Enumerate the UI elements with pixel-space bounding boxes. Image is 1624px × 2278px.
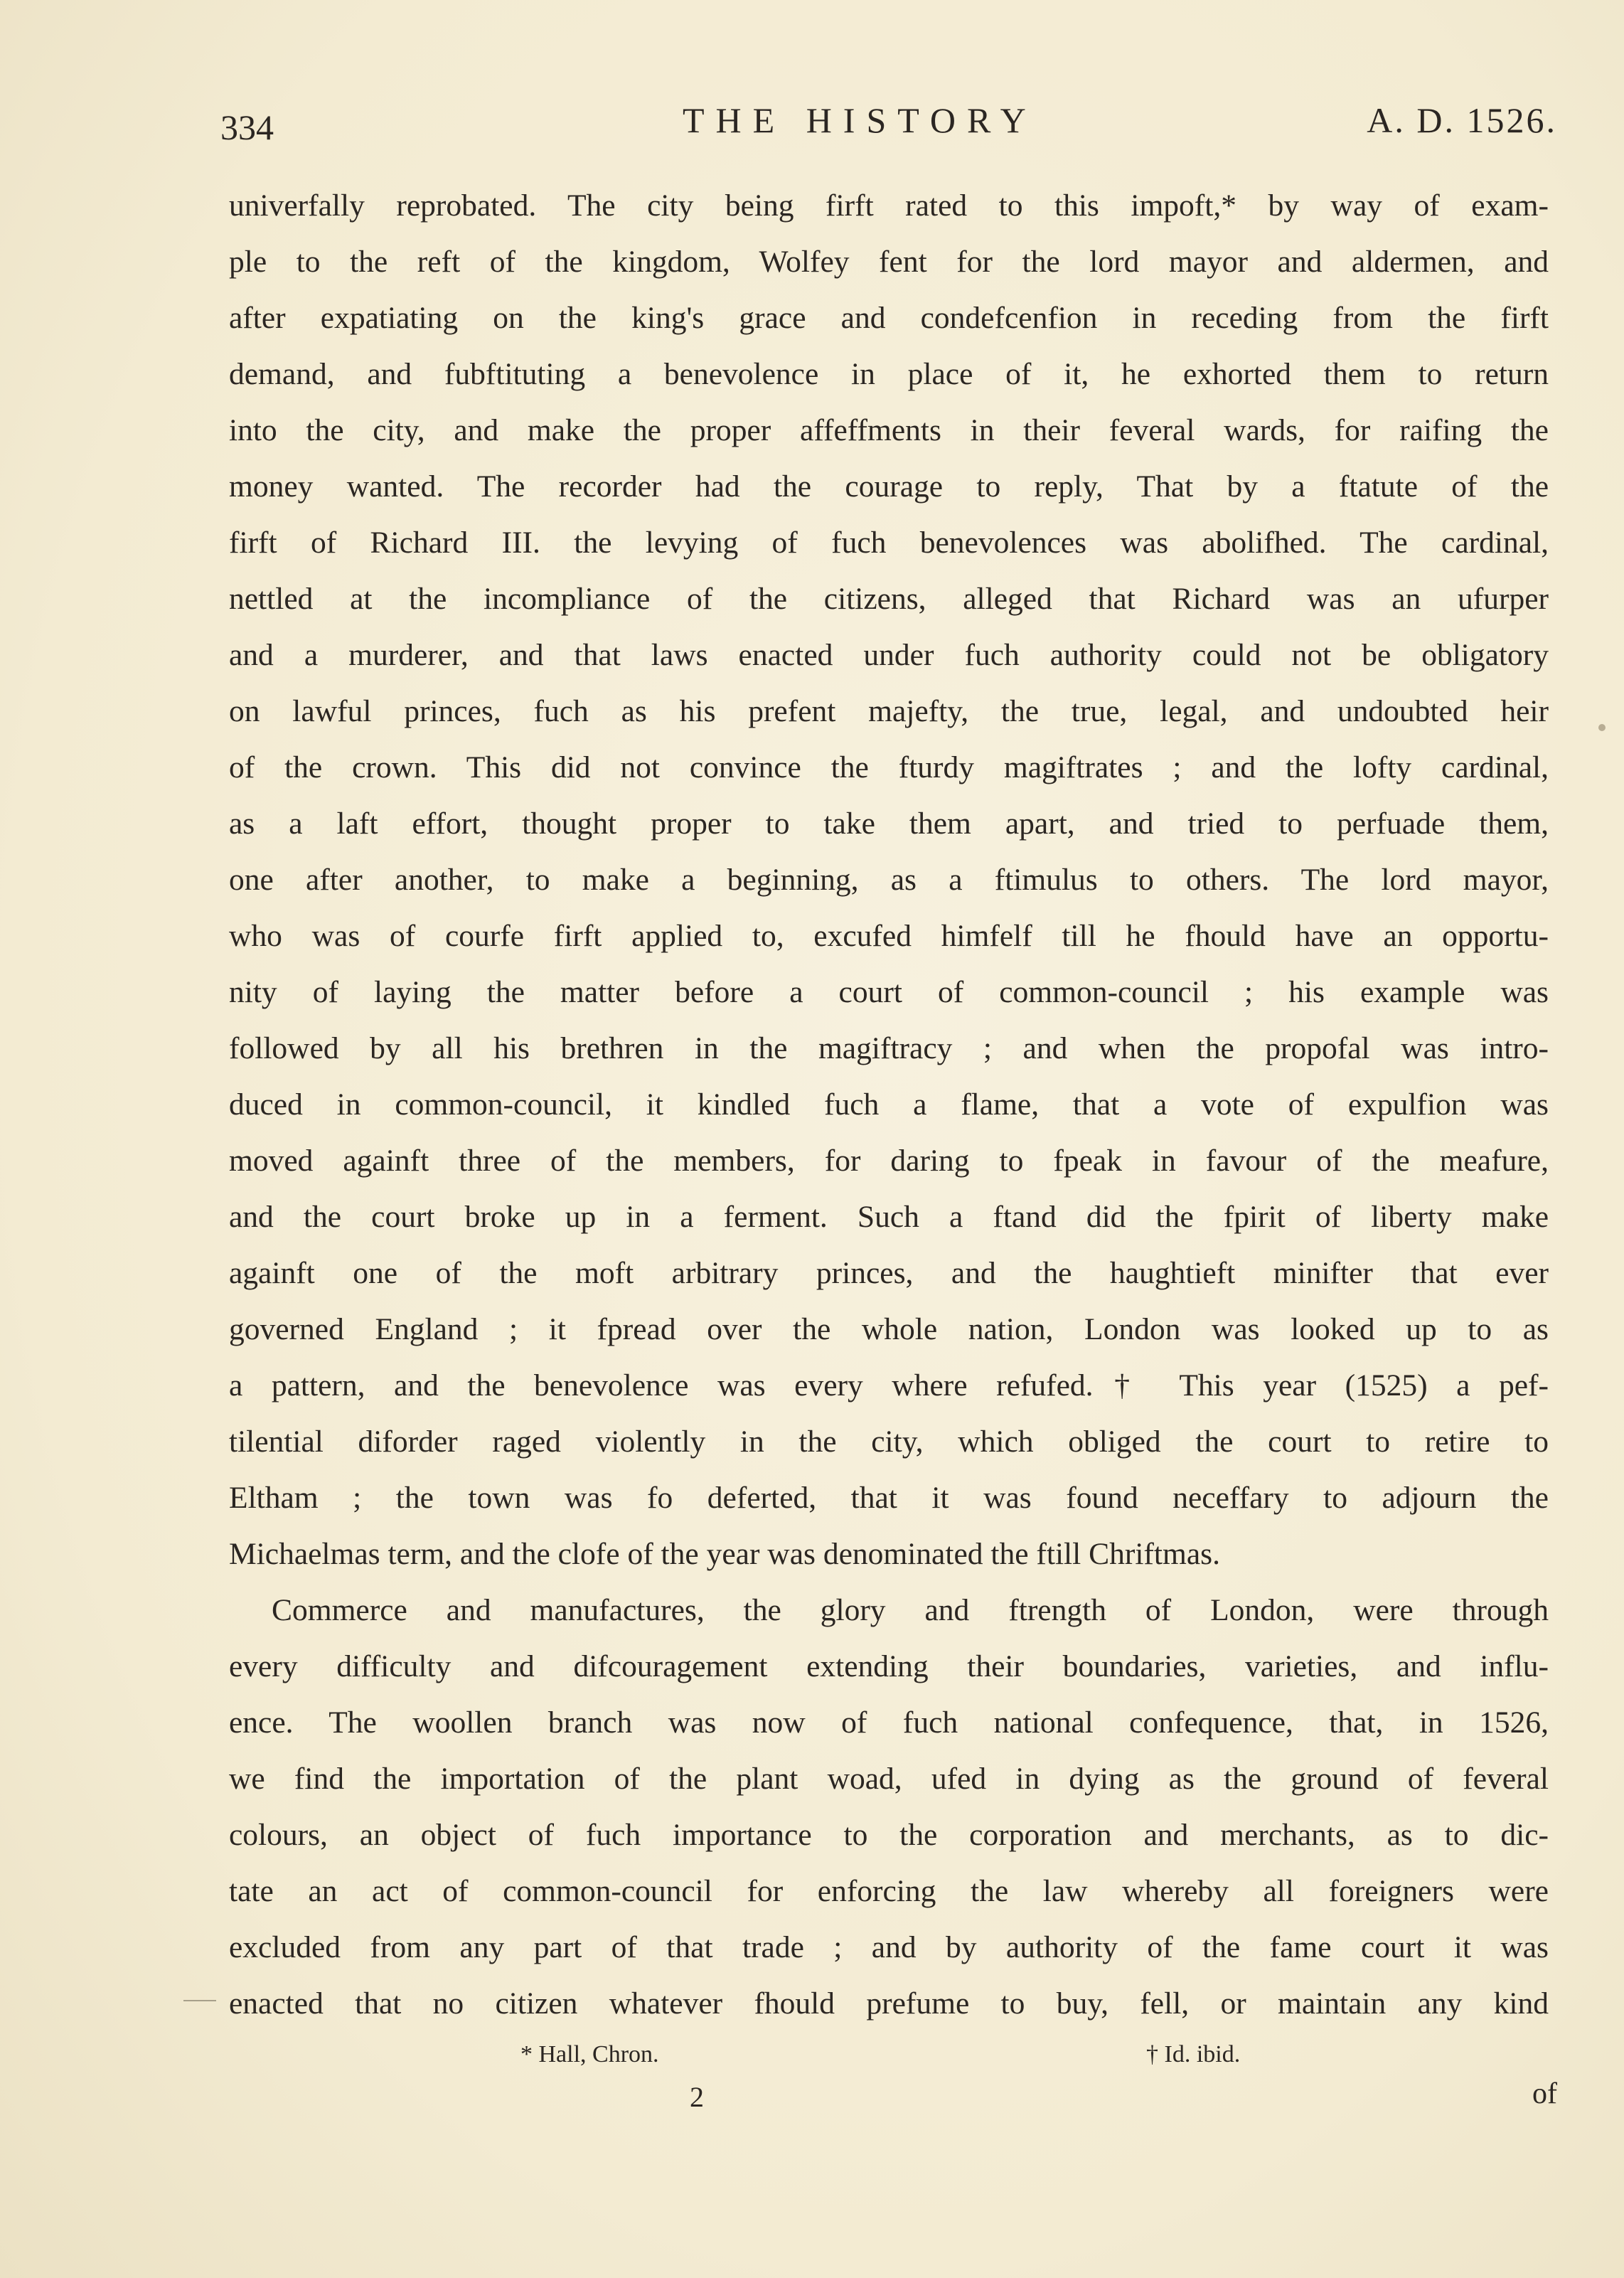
- signature-mark: 2: [690, 2081, 704, 2113]
- text-line: excluded from any part of that trade ; and by authority of the fame court it was: [229, 1930, 1549, 1964]
- footnotes: [229, 2041, 1549, 2084]
- text-line: into the city, and make the proper affeffments in their feveral wards, for raifing the: [229, 413, 1549, 447]
- text-line: colours, an object of fuch importance to the corporation and merchants, as to dic-: [229, 1818, 1549, 1852]
- text-line: a pattern, and the benevolence was every where refufed.† This year (1525) a pef-: [229, 1368, 1549, 1403]
- text-line: tate an act of common-council for enforcing the law whereby all foreigners were: [229, 1874, 1549, 1908]
- text-line: nettled at the incompliance of the citizens, alleged that Richard was an ufurper: [229, 582, 1549, 616]
- margin-rule-mark: [183, 2000, 216, 2001]
- text-line: and a murderer, and that laws enacted under fuch authority could not be obligatory: [229, 638, 1549, 672]
- text-line: on lawful princes, fuch as his prefent majefty, the true, legal, and undoubted heir: [229, 694, 1549, 728]
- body-text: [229, 178, 1549, 2032]
- text-line: moved againft three of the members, for daring to fpeak in favour of the meafure,: [229, 1144, 1549, 1178]
- text-line: as a laft effort, thought proper to take them apart, and tried to perfuade them,: [229, 807, 1549, 841]
- catchword: of: [1532, 2077, 1557, 2110]
- text-line: Michaelmas term, and the clofe of the year was denominated the ftill Chriftmas.: [229, 1537, 1220, 1571]
- text-line: Eltham ; the town was fo deferted, that it was found neceffary to adjourn the: [229, 1481, 1549, 1515]
- text-line: we find the importation of the plant woad, ufed in dying as the ground of feveral: [229, 1762, 1549, 1796]
- text-line: followed by all his brethren in the magiftracy ; and when the propofal was intro-: [229, 1031, 1549, 1065]
- footnote-1: * Hall, Chron.: [520, 2041, 659, 2067]
- text-line: duced in common-council, it kindled fuch a flame, that a vote of expulfion was: [229, 1087, 1549, 1122]
- text-line: after expatiating on the king's grace and condefcenfion in receding from the firft: [229, 301, 1549, 335]
- paper-blemish: [1598, 724, 1606, 731]
- text-line: of the crown. This did not convince the fturdy magiftrates ; and the lofty cardinal,: [229, 750, 1549, 784]
- running-header: [220, 100, 1557, 149]
- text-line: ple to the reft of the kingdom, Wolfey fent for the lord mayor and aldermen, and: [229, 245, 1549, 279]
- text-line: who was of courfe firft applied to, excufed himfelf till he fhould have an opportu-: [229, 919, 1549, 953]
- text-line: Commerce and manufactures, the glory and ftrength of London, were through: [272, 1593, 1549, 1627]
- text-line: firft of Richard III. the levying of fuch benevolences was abolifhed. The cardinal,: [229, 526, 1549, 560]
- paragraph-1: [229, 178, 1549, 1582]
- text-line: univerfally reprobated. The city being firft rated to this impoft,* by way of exam-: [229, 188, 1549, 223]
- text-line: againft one of the moft arbitrary princes, and the haughtieft minifter that ever: [229, 1256, 1549, 1290]
- text-line: enacted that no citizen whatever fhould prefume to buy, fell, or maintain any kind: [229, 1986, 1549, 2021]
- year-heading: A. D. 1526.: [1367, 100, 1557, 140]
- text-line: demand, and fubftituting a benevolence in place of it, he exhorted them to return: [229, 357, 1549, 391]
- text-line: one after another, to make a beginning, as a ftimulus to others. The lord mayor,: [229, 863, 1549, 897]
- text-line: and the court broke up in a ferment. Such a ftand did the fpirit of liberty make: [229, 1200, 1549, 1234]
- footnote-2: † Id. ibid.: [1146, 2041, 1241, 2067]
- text-line: governed England ; it fpread over the whole nation, London was looked up to as: [229, 1312, 1549, 1346]
- paragraph-2: [229, 1582, 1549, 2032]
- text-line: nity of laying the matter before a court of common-council ; his example was: [229, 975, 1549, 1009]
- text-line: ence. The woollen branch was now of fuch national confequence, that, in 1526,: [229, 1705, 1549, 1740]
- text-line: money wanted. The recorder had the courage to reply, That by a ftatute of the: [229, 469, 1549, 504]
- text-line: every difficulty and difcouragement extending their boundaries, varieties, and influ-: [229, 1649, 1549, 1683]
- page-number: 334: [220, 107, 274, 147]
- running-title: THE HISTORY: [683, 100, 1037, 140]
- text-line: tilential diforder raged violently in the city, which obliged the court to retire to: [229, 1425, 1549, 1459]
